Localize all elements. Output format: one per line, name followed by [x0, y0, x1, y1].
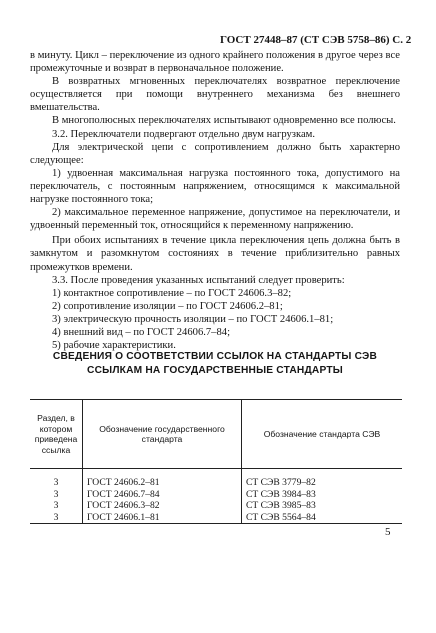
list-item: 4) внешний вид – по ГОСТ 24606.7–84; [52, 326, 231, 338]
page-header: ГОСТ 27448–87 (СТ СЭВ 5758–86) С. 2 [220, 34, 412, 46]
table-cell: 3 [53, 500, 59, 511]
column-header-sev: Обозначение стандарта СЭВ [242, 400, 403, 469]
body-text [30, 49, 400, 352]
table-cell: ГОСТ 24606.3–82 [83, 500, 242, 512]
table-row [30, 489, 402, 501]
table-cell: СТ СЭВ 3985–83 [242, 500, 403, 512]
page-number: 5 [385, 526, 391, 538]
reference-table [30, 399, 402, 524]
column-header-gost: Обозначение государственного стандарта [83, 400, 242, 469]
list-item: 2) максимальное переменное напряжение, допустимое на переключатели, и удвоенный переменный ток, относящийся к переменному напряжению. [30, 207, 400, 232]
paragraph: При обоих испытаниях в течение цикла переключения цепь должна быть в замкнутом и разомкнутом состояниях в течение приблизительно равных промежутков времени. [30, 235, 400, 273]
clause-3-2: 3.2. Переключатели подвергают отдельно двум нагрузкам. [52, 128, 316, 140]
table-row [30, 500, 402, 512]
list-item: 1) контактное сопротивление – по ГОСТ 24606.3–82; [52, 287, 292, 299]
section-title-line: СВЕДЕНИЯ О СООТВЕТСТВИИ ССЫЛОК НА СТАНДАРТЫ СЭВ [52, 351, 378, 362]
table-cell: 3 [53, 477, 59, 488]
list-item: 3) электрическую прочность изоляции – по ГОСТ 24606.1–81; [52, 313, 334, 325]
table-cell: 3 [30, 512, 83, 524]
paragraph: В многополюсных переключателях испытывают одновременно все полюсы. [52, 115, 396, 127]
table-cell: ГОСТ 24606.2–81 [83, 469, 242, 489]
table-cell: СТ СЭВ 5564–84 [242, 512, 403, 524]
table-cell: СТ СЭВ 3984–83 [242, 489, 403, 501]
table-row [30, 512, 402, 524]
table-cell: СТ СЭВ 3779–82 [242, 469, 403, 489]
paragraph: Для электрической цепи с сопротивлением должно быть характерно следующее: [30, 141, 400, 166]
section-title-line: ССЫЛКАМ НА ГОСУДАРСТВЕННЫЕ СТАНДАРТЫ [87, 365, 343, 376]
section-title [30, 350, 400, 378]
table-row [30, 469, 402, 489]
table-cell: ГОСТ 24606.1–81 [83, 512, 242, 524]
list-item: 5) рабочие характеристики. [52, 340, 176, 352]
list-item: 1) удвоенная максимальная нагрузка постоянного тока, допустимого на переключатель, с постоянным напряжением, относящимся к максимальной нагрузке постоянного тока; [30, 167, 400, 206]
paragraph: в минуту. Цикл – переключение из одного крайнего положения в другое через все промежуточные и возврат в первоначальное положение. [30, 50, 400, 75]
table-header-row [30, 400, 402, 469]
clause-3-3: 3.3. После проведения указанных испытаний следует проверить: [52, 274, 345, 286]
table-cell: ГОСТ 24606.7–84 [83, 489, 242, 501]
paragraph: В возвратных мгновенных переключателях возвратное переключение осуществляется при помощи внутреннего механизма без внешнего вмешательства. [30, 76, 400, 114]
column-header-section: Раздел, в котором приведена ссылка [30, 400, 83, 469]
list-item: 2) сопротивление изоляции – по ГОСТ 24606.2–81; [52, 300, 283, 312]
table-cell: 3 [53, 488, 59, 500]
